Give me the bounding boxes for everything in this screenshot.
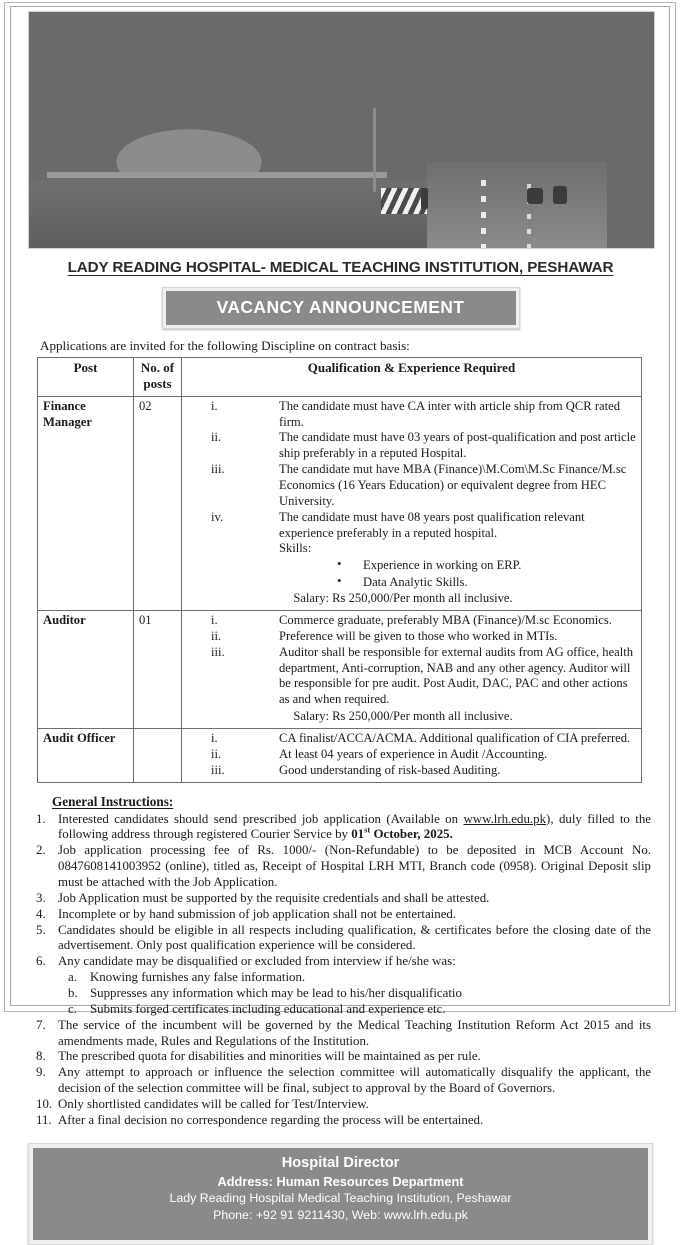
instruction-text-pre: Interested candidates should send prescribed job application (Available on — [58, 811, 464, 826]
requirement-text: The candidate must have 03 years of post-qualification and post article ship preferably in a reputed Hospital. — [279, 430, 636, 461]
sub-item-letter: a. — [68, 970, 77, 985]
instruction-number: 8. — [36, 1049, 46, 1064]
instruction-number: 10. — [36, 1096, 53, 1111]
instruction-text: Candidates should be eligible in all respects including qualification, & certificates before the closing date of the advertisement. Only post qualification experience will be considered. — [58, 922, 651, 953]
instruction-text: Any attempt to approach or influence the selection committee will automatically disqualify the applicant, the decision of the selection committee will be final, subject to approval by the Board of Governors. — [58, 1065, 651, 1096]
requirement-item — [187, 462, 637, 510]
motorcycle-figure — [527, 188, 543, 204]
requirement-item — [187, 747, 637, 763]
contact-footer — [28, 1143, 653, 1245]
general-instructions-list — [36, 812, 651, 1129]
requirement-list — [187, 613, 637, 708]
instruction-number: 6. — [36, 954, 46, 969]
requirement-text: At least 04 years of experience in Audit /Accounting. — [279, 746, 548, 761]
post-count: 02 — [134, 396, 182, 610]
requirement-list — [187, 399, 637, 542]
intro-text: Applications are invited for the following Discipline on contract basis: — [40, 338, 410, 353]
instruction-number: 2. — [36, 843, 46, 858]
requirement-number: i. — [211, 612, 218, 627]
instruction-number: 7. — [36, 1017, 46, 1032]
column-header-no-of-posts: No. of posts — [134, 358, 182, 397]
requirement-number: ii. — [211, 430, 222, 445]
requirement-text: Auditor shall be responsible for external audits from AG office, health department, Anti-corruption, NAB and any other agency. Auditor will be responsible for pre audit. Post Audit, DAC, PAC and other actions as and when required. — [279, 644, 634, 707]
instruction-sub-item — [58, 970, 651, 986]
requirement-number: ii. — [211, 746, 222, 761]
skill-item: • Experience in working on ERP. — [187, 557, 637, 573]
instruction-item — [36, 1049, 651, 1065]
instruction-number: 9. — [36, 1065, 46, 1080]
instruction-item — [36, 1065, 651, 1097]
skills-label: Skills: — [279, 541, 312, 556]
post-count — [134, 728, 182, 782]
requirement-item — [187, 430, 637, 462]
instruction-item — [36, 843, 651, 891]
requirement-text: The candidate must have CA inter with article ship from QCR rated firm. — [279, 398, 620, 429]
qualification-cell — [182, 610, 642, 728]
sub-item-text: Knowing furnishes any false information. — [90, 970, 306, 985]
requirement-number: i. — [211, 398, 218, 413]
deadline-date-suffix: st — [364, 825, 371, 836]
post-name: Finance Manager — [38, 396, 134, 610]
qualification-cell — [182, 728, 642, 782]
table-row — [38, 396, 642, 610]
footer-band — [33, 1148, 648, 1240]
instruction-text: After a final decision no correspondence regarding the process will be entertained. — [58, 1112, 484, 1127]
footer-designation: Hospital Director — [281, 1154, 400, 1171]
requirement-list — [187, 731, 637, 779]
instruction-item — [36, 1018, 651, 1050]
requirement-number: iii. — [211, 462, 225, 477]
salary-text: Salary: Rs 250,000/Per month all inclusive. — [293, 709, 513, 724]
sub-item-letter: c. — [68, 1001, 77, 1016]
instruction-text: The service of the incumbent will be governed by the Medical Teaching Institution Reform Act 2015 and its amendments made, Rules and Regulations of the Institution. — [58, 1017, 651, 1048]
requirement-text: Commerce graduate, preferably MBA (Finance)/M.sc Economics. — [279, 612, 612, 627]
skills-list — [187, 557, 637, 590]
skill-item: • Data Analytic Skills. — [187, 574, 637, 590]
footer-address-label: Address: Human Resources Department — [217, 1174, 464, 1190]
instruction-item — [36, 954, 651, 1017]
photo-image — [29, 12, 654, 248]
sub-item-letter: b. — [68, 985, 78, 1000]
instruction-text: The prescribed quota for disabilities and minorities will be maintained as per rule. — [58, 1049, 481, 1064]
column-header-qualification: Qualification & Experience Required — [182, 358, 642, 397]
footer-contact: Phone: +92 91 9211430, Web: www.lrh.edu.pk — [213, 1208, 468, 1222]
instruction-item — [36, 891, 651, 907]
table-header-row — [38, 358, 642, 397]
instruction-item — [36, 907, 651, 923]
requirement-item — [187, 645, 637, 708]
instruction-item — [36, 812, 651, 844]
vacancy-banner — [162, 287, 520, 329]
vacancy-banner-label: VACANCY ANNOUNCEMENT — [166, 291, 516, 325]
requirement-item — [187, 731, 637, 747]
qualification-cell — [182, 396, 642, 610]
table-row — [38, 728, 642, 782]
sub-item-text: Submits forged certificates including educational and experience etc. — [90, 1001, 446, 1016]
instruction-number: 11. — [36, 1112, 52, 1127]
instruction-sub-list — [58, 970, 651, 1018]
pedestrian-figure — [421, 188, 428, 209]
post-name: Auditor — [38, 610, 134, 728]
motorcycle-rider-figure — [553, 186, 567, 204]
website-link[interactable]: www.lrh.edu.pk — [463, 811, 547, 826]
instruction-text: Only shortlisted candidates will be called for Test/Interview. — [58, 1096, 369, 1111]
sub-item-text: Suppresses any information which may be lead to his/her disqualificatio — [90, 985, 462, 1000]
instruction-sub-item — [58, 1002, 651, 1018]
instruction-text: Incomplete or by hand submission of job application shall not be entertained. — [58, 906, 457, 921]
vacancy-table — [37, 357, 642, 783]
hospital-building-photo — [28, 11, 655, 249]
requirement-text: Preference will be given to those who worked in MTIs. — [279, 628, 558, 643]
instruction-sub-item — [58, 986, 651, 1002]
page-title: LADY READING HOSPITAL- MEDICAL TEACHING INSTITUTION, PESHAWAR — [67, 259, 614, 276]
requirement-item — [187, 399, 637, 431]
requirement-item — [187, 613, 637, 629]
requirement-number: ii. — [211, 628, 222, 643]
instruction-text: Job Application must be supported by the requisite credentials and shall be attested. — [58, 890, 490, 905]
deadline-date-rest: October, 2025. — [370, 827, 453, 842]
requirement-item — [187, 629, 637, 645]
salary-text: Salary: Rs 250,000/Per month all inclusive. — [293, 591, 513, 606]
instruction-number: 5. — [36, 922, 46, 937]
requirement-item — [187, 510, 637, 542]
instruction-item — [36, 923, 651, 955]
requirement-number: iii. — [211, 762, 225, 777]
instruction-text-mid: ), duly filled to the following address through registered Courier Service by — [58, 811, 651, 842]
instruction-item — [36, 1097, 651, 1113]
footer-institution: Lady Reading Hospital Medical Teaching Institution, Peshawar — [169, 1191, 512, 1206]
requirement-text: CA finalist/ACCA/ACMA. Additional qualification of CIA preferred. — [279, 730, 631, 745]
column-header-post: Post — [38, 358, 134, 397]
requirement-number: i. — [211, 730, 218, 745]
deadline-date-prefix: 01 — [351, 827, 365, 842]
requirement-item — [187, 763, 637, 779]
lamp-post — [373, 108, 376, 192]
requirement-text: The candidate mut have MBA (Finance)\M.Com\M.Sc Finance/M.sc Economics (16 Years Education) or equivalent degree from HEC University. — [279, 462, 627, 508]
post-name: Audit Officer — [38, 728, 134, 782]
requirement-text: Good understanding of risk-based Auditing. — [279, 762, 501, 777]
requirement-text: The candidate must have 08 years post qualification relevant experience preferably in a reputed hospital. — [279, 509, 585, 540]
table-row — [38, 610, 642, 728]
instruction-number: 3. — [36, 890, 46, 905]
post-count: 01 — [134, 610, 182, 728]
instruction-item — [36, 1113, 651, 1129]
requirement-number: iii. — [211, 644, 225, 659]
instruction-text: Job application processing fee of Rs. 1000/- (Non-Refundable) to be deposited in MCB Account No. 0847608141003952 (online), titled as, Receipt of Hospital LRH MTI, Branch code (0958). Original Deposit slip must be attached with the Job Application. — [58, 843, 651, 889]
general-instructions-heading: General Instructions: — [52, 793, 174, 809]
instruction-number: 1. — [36, 811, 46, 826]
requirement-number: iv. — [211, 509, 224, 524]
instruction-text: Any candidate may be disqualified or excluded from interview if he/she was: — [58, 954, 456, 969]
instruction-number: 4. — [36, 906, 46, 921]
